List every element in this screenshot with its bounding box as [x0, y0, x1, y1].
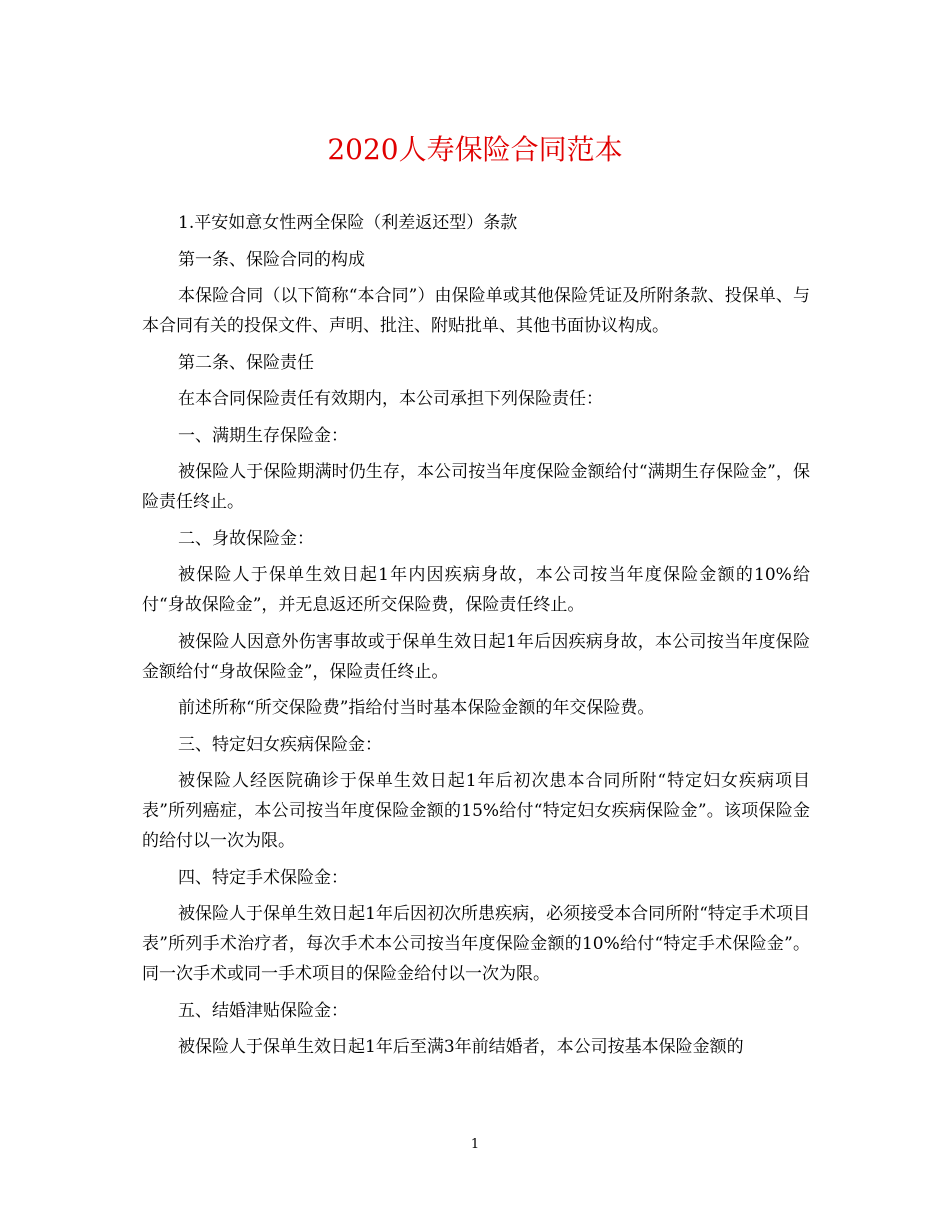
paragraph: 被保险人于保单生效日起1年后至满3年前结婚者，本公司按基本保险金额的 [178, 1037, 744, 1057]
paragraph: 三、特定妇女疾病保险金： [178, 734, 382, 755]
paragraph: 被保险人于保单生效日起1年后因初次所患疾病，必须接受本合同所附“特定手术项目表”所列手术治疗者，每次手术本公司按当年度保险金额的10%给付“特定手术保险金”。同一次手术或同一手术项目的保险金给付以一次为限。 [142, 904, 810, 984]
paragraph: 二、身故保险金： [178, 528, 314, 549]
paragraph: 第二条、保险责任 [178, 352, 314, 373]
document-body [142, 208, 810, 1069]
paragraph: 被保险人于保险期满时仍生存，本公司按当年度保险金额给付“满期生存保险金”，保险责任终止。 [142, 462, 810, 512]
paragraph: 被保险人因意外伤害事故或于保单生效日起1年后因疾病身故，本公司按当年度保险金额给付“身故保险金”，保险责任终止。 [142, 631, 810, 682]
paragraph: 被保险人于保单生效日起1年内因疾病身故，本公司按当年度保险金额的10%给付“身故保险金”，并无息返还所交保险费，保险责任终止。 [142, 565, 810, 615]
paragraph: 第一条、保险合同的构成 [178, 249, 365, 270]
paragraph: 前述所称“所交保险费”指给付当时基本保险金额的年交保险费。 [178, 698, 655, 718]
paragraph: 一、满期生存保险金： [178, 425, 348, 446]
paragraph: 1.平安如意女性两全保险（利差返还型）条款 [178, 213, 518, 233]
paragraph: 在本合同保险责任有效期内，本公司承担下列保险责任： [178, 389, 603, 409]
paragraph: 四、特定手术保险金： [178, 867, 348, 888]
paragraph: 五、结婚津贴保险金： [178, 1000, 348, 1021]
document-title: 2020人寿保险合同范本 [327, 133, 623, 166]
paragraph: 本保险合同（以下简称“本合同”）由保险单或其他保险凭证及所附条款、投保单、与本合同有关的投保文件、声明、批注、附贴批单、其他书面协议构成。 [142, 286, 810, 336]
page-number: 1 [470, 1137, 480, 1152]
paragraph: 被保险人经医院确诊于保单生效日起1年后初次患本合同所附“特定妇女疾病项目表”所列癌症，本公司按当年度保险金额的15%给付“特定妇女疾病保险金”。该项保险金的给付以一次为限。 [142, 771, 810, 851]
